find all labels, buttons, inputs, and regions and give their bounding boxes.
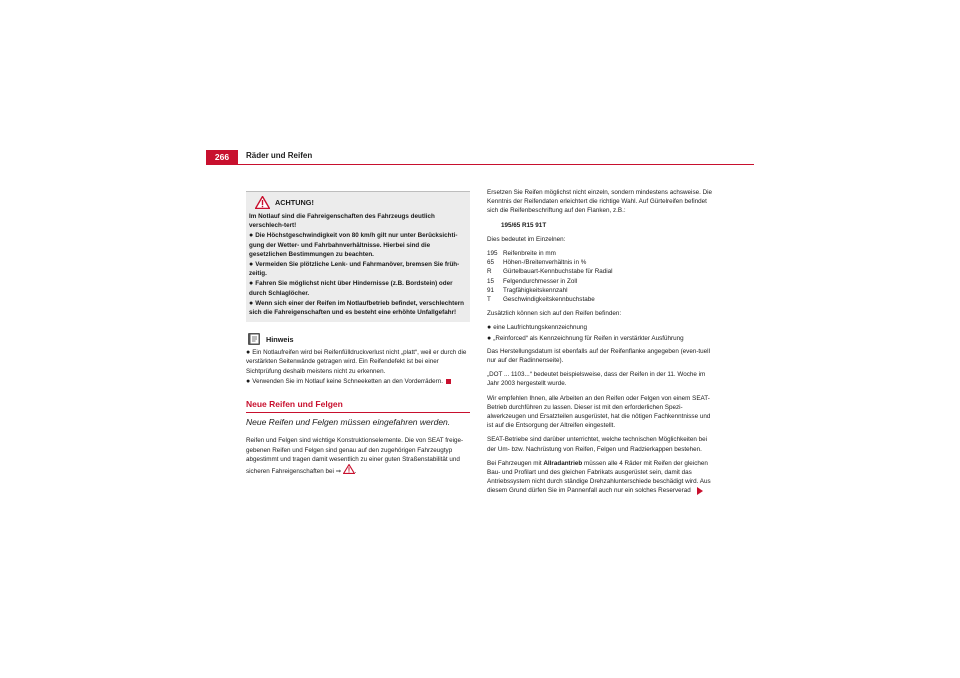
paragraph: Dies bedeutet im Einzelnen:	[487, 235, 566, 243]
warning-intro: Im Notlauf sind die Fahreigenschaften des Fahrzeugs deutlich verschlech-tert!	[249, 213, 435, 230]
section-heading: Neue Reifen und Felgen	[246, 400, 470, 413]
paragraph: Das Herstellungsdatum ist ebenfalls auf der Reifenflanke angegeben (even-tuell nur auf der Radinnenseite).	[487, 347, 710, 365]
warning-item: ● Vermeiden Sie plötzliche Lenk- und Fahrmanöver, bremsen Sie früh-zeitig.	[249, 261, 460, 278]
warning-title: ACHTUNG!	[275, 197, 314, 207]
warning-item: ● Wenn sich einer der Reifen im Notlaufbetrieb befindet, verschlechtern sich die Fahreigenschaften und es besteht eine erhöhte Unfallgefahr!	[249, 299, 465, 317]
continue-arrow-icon	[697, 487, 703, 495]
warning-triangle-icon	[255, 196, 270, 209]
tire-code-row: 195 Reifenbreite in mm	[487, 250, 556, 258]
warning-ref-icon	[343, 464, 355, 474]
left-column	[246, 191, 470, 481]
note-title: Hinweis	[266, 334, 294, 344]
paragraph: SEAT-Betriebe sind darüber unterrichtet, welche technischen Möglichkeiten bei der Um- bzw. Nachrüstung von Reifen, Felgen und Radzierkappen bestehen.	[487, 436, 708, 453]
section-body: Reifen und Felgen sind wichtige Konstruktionselemente. Die von SEAT freige-gebenen Reifen und Felgen sind genau auf den zugehörigen Fahrzeugtyp abgestimmt und tragen damit wesentlich zu einer guten Straßenstabilität und sicheren Fahreigenschaften bei ⇒ .	[246, 437, 464, 476]
paragraph: Zusätzlich können sich auf den Reifen befinden:	[487, 310, 622, 318]
tire-code-list	[487, 249, 713, 304]
tire-code-row: 15 Felgendurchmesser in Zoll	[487, 277, 578, 285]
right-column	[487, 188, 713, 501]
paragraph: Bei Fahrzeugen mit Allradantrieb müssen alle 4 Räder mit Reifen der gleichen Bau- und Profilart und des gleichen Fabrikats ausgerüstet sein, damit das Antriebssystem nicht durch ständige Drehzahlunterschiede beschädigt wird. Aus diesem Grund dürfen Sie im Pannenfall auch nur ein solches Reserverad	[487, 459, 711, 495]
running-title: Räder und Reifen	[246, 151, 313, 160]
section-subheading: Neue Reifen und Felgen müssen eingefahren werden.	[246, 417, 451, 428]
paragraph: Wir empfehlen Ihnen, alle Arbeiten an den Reifen oder Felgen von einem SEAT-Betrieb durchführen zu lassen. Dieser ist mit den erforderlichen Spezi-alwerkzeugen und Ersatzteilen ausgerüstet, hat die nötigen Fachkenntnisse und ist auf die Entsorgung der Altreifen eingestellt.	[487, 394, 711, 430]
tire-code-row: 91 Tragfähigkeitskennzahl	[487, 286, 568, 294]
header-rule	[206, 164, 754, 165]
warning-item: ● Die Höchstgeschwindigkeit von 80 km/h gilt nur unter Berücksichti-gung der Wetter- und Fahrbahnverhältnisse. Hierbei sind die gesetzlichen Bestimmungen zu beachten.	[249, 232, 458, 258]
tire-code-row: R Gürtelbauart-Kennbuchstabe für Radial	[487, 268, 613, 276]
section-end-icon	[446, 379, 451, 384]
paragraph: Ersetzen Sie Reifen möglichst nicht einzeln, sondern mindestens achsweise. Die Kenntnis der Reifendaten erleichtert die richtige Wahl. Auf Gürtelreifen befindet sich die Reifenbeschriftung auf den Flanken, z.B.:	[487, 189, 713, 215]
warning-item: ● Fahren Sie möglichst nicht über Hindernisse (z.B. Bordstein) oder durch Schlaglöcher.	[249, 280, 453, 297]
note-item: ● Verwenden Sie im Notlauf keine Schneeketten an den Vorderrädern.	[246, 377, 470, 386]
paragraph: „DOT ... 1103...“ bedeutet beispielsweise, dass der Reifen in der 11. Woche im Jahr 2003 hergestellt wurde.	[487, 371, 706, 388]
warning-header	[255, 195, 467, 210]
tire-spec: 195/65 R15 91T	[501, 221, 547, 229]
tire-code-row: 65 Höhen-/Breitenverhältnis in %	[487, 259, 587, 267]
tire-code-row: T Geschwindigkeitskennbuchstabe	[487, 296, 595, 304]
page-number: 266	[206, 150, 238, 165]
list-item: ● eine Laufrichtungskennzeichnung	[487, 324, 588, 332]
note-icon	[248, 333, 260, 345]
note-item: ● Ein Notlaufreifen wird bei Reifenfülldruckverlust nicht „platt“, weil er durch die verstärkten Seitenwände getragen wird. Ein Reifendefekt ist bei einer Sichtprüfung deshalb meistens nicht zu erkennen.	[246, 349, 467, 375]
note-header	[248, 332, 470, 346]
warning-box	[246, 191, 470, 322]
list-item: ● „Reinforced“ als Kennzeichnung für Reifen in verstärkter Ausführung	[487, 334, 684, 342]
